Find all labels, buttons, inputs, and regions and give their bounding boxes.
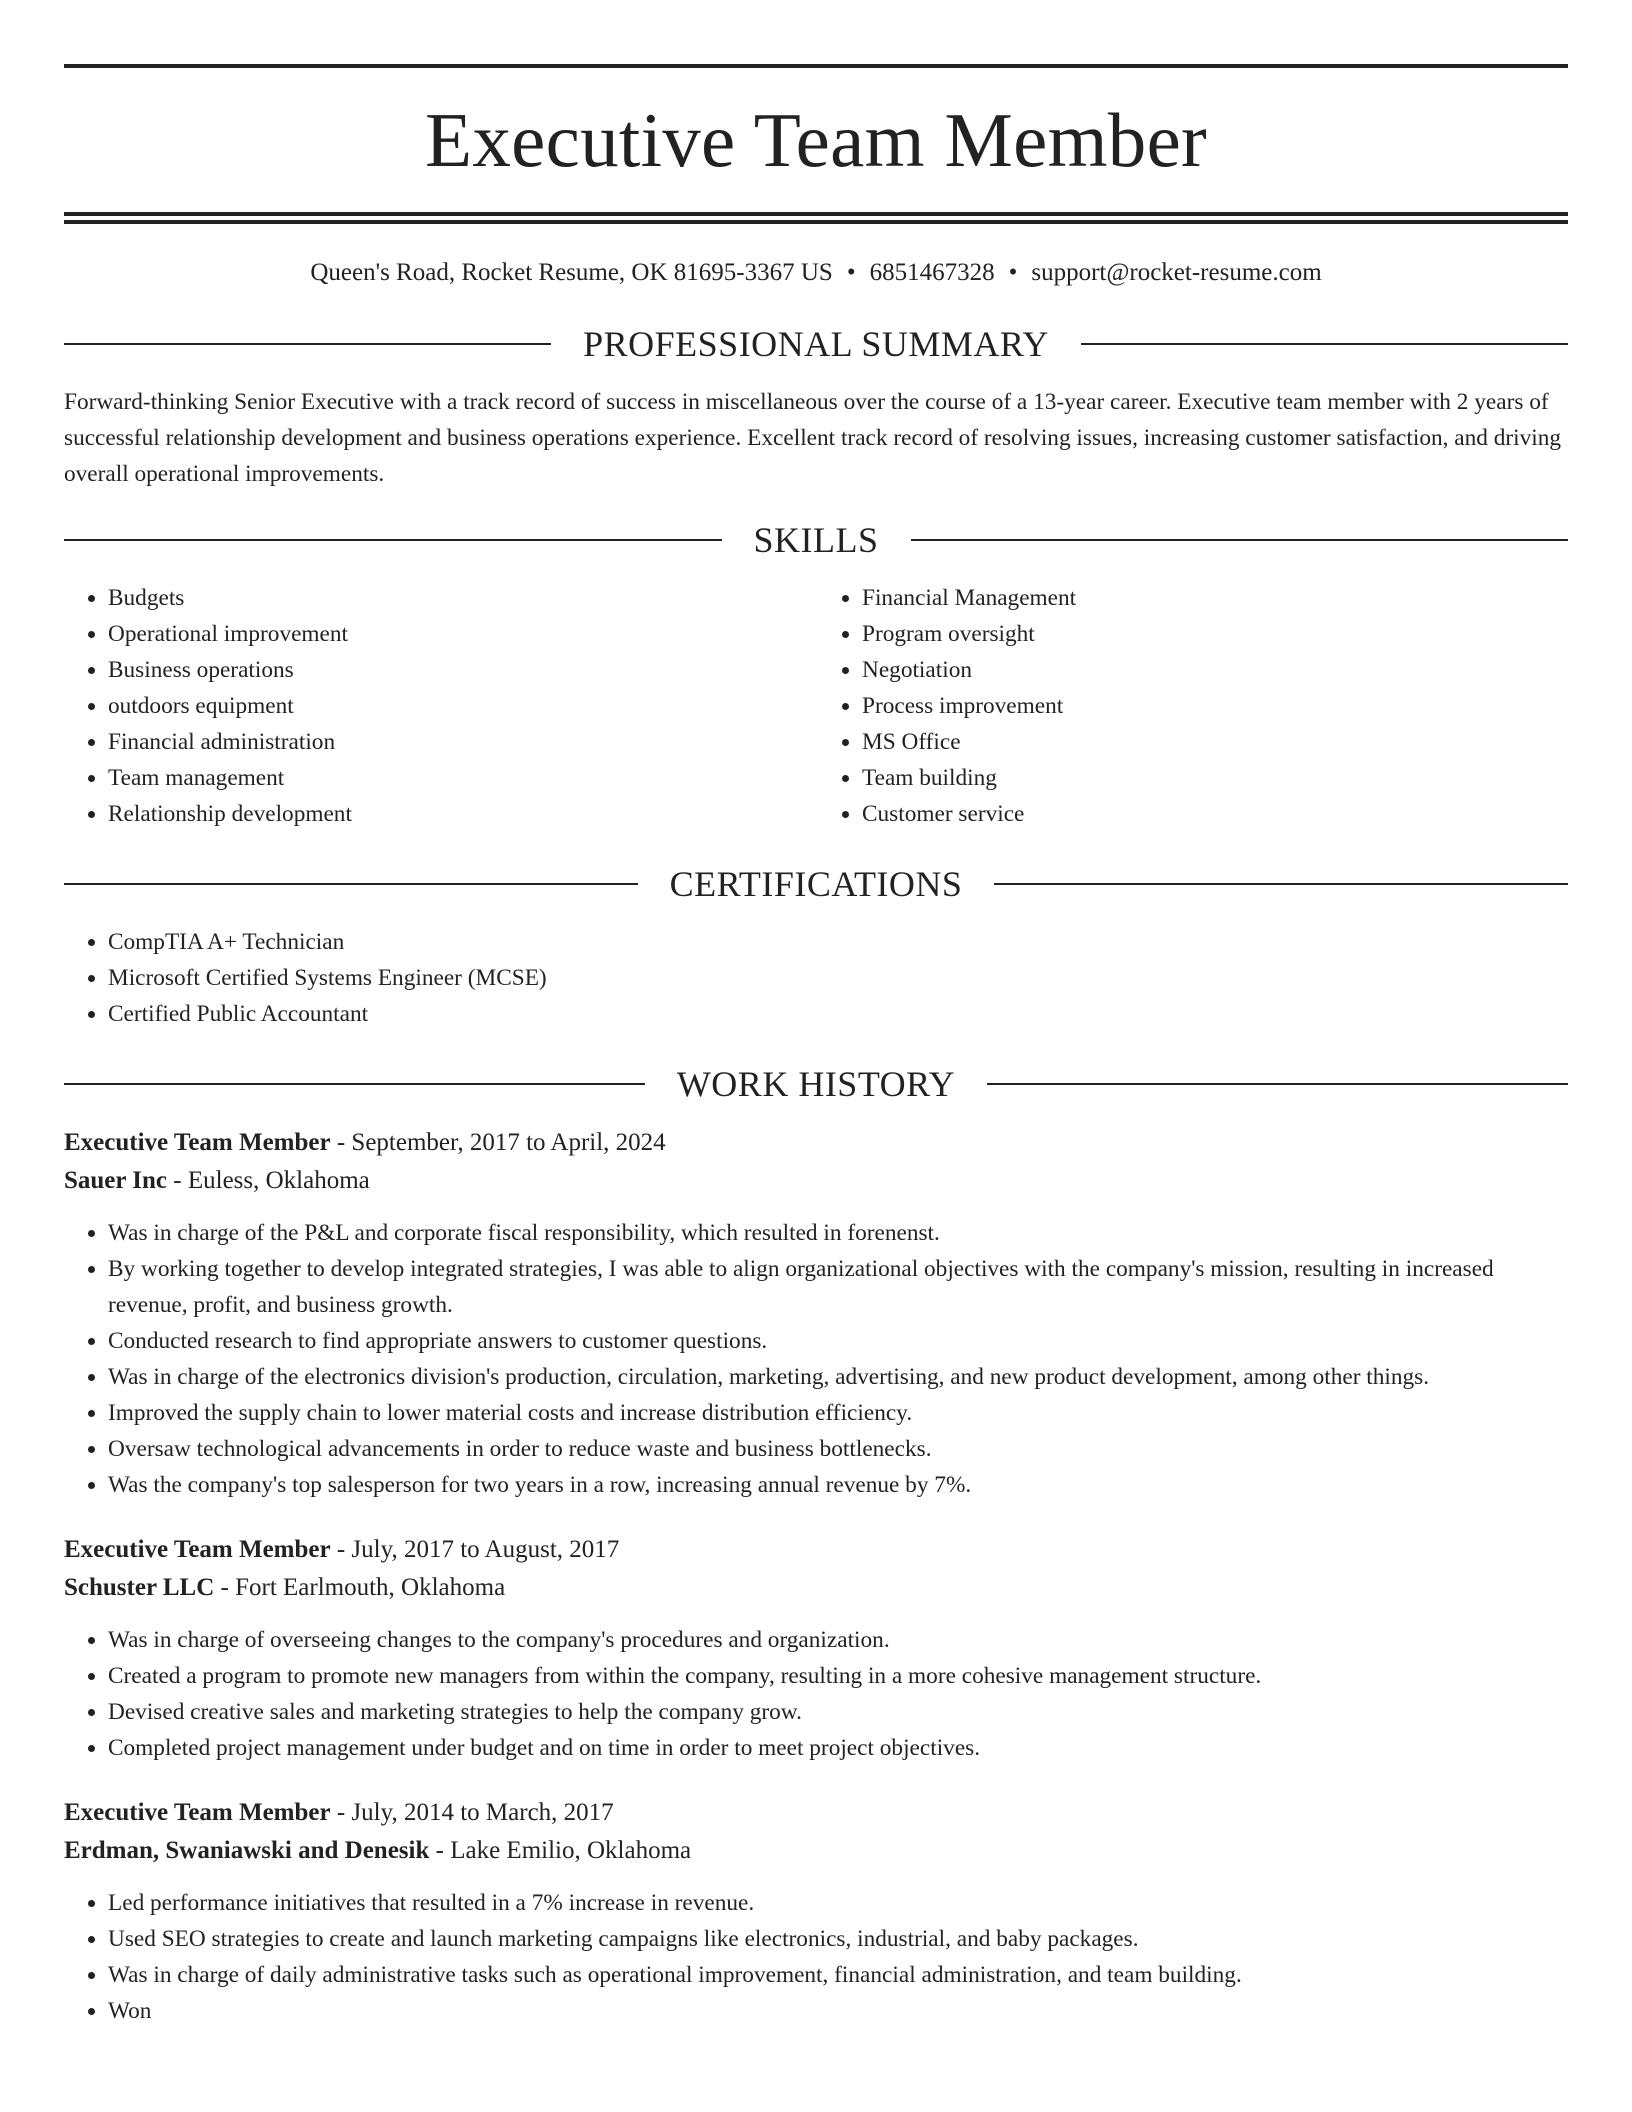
heading-rule bbox=[911, 539, 1569, 541]
job-title-line bbox=[64, 1124, 1568, 1162]
job-company-line bbox=[64, 1162, 1568, 1200]
skill-item: • Program oversight bbox=[862, 616, 1568, 652]
skill-item: • Negotiation bbox=[862, 652, 1568, 688]
job-bullet: • Used SEO strategies to create and launch marketing campaigns like electronics, industrial, and baby packages. bbox=[108, 1921, 1568, 1957]
job-bullets bbox=[64, 1622, 1568, 1766]
heading-rule bbox=[64, 1083, 645, 1085]
job-bullet: • Completed project management under budget and on time in order to meet project objectives. bbox=[108, 1730, 1568, 1766]
skill-item: • Relationship development bbox=[108, 796, 816, 832]
certifications-list-wrap bbox=[64, 924, 1568, 1032]
work-history-list bbox=[64, 1124, 1568, 2029]
skill-item: • Operational improvement bbox=[108, 616, 816, 652]
section-title: SKILLS bbox=[753, 520, 879, 560]
top-rule bbox=[64, 64, 1568, 68]
section-title: CERTIFICATIONS bbox=[669, 864, 963, 904]
certification-item: • Certified Public Accountant bbox=[108, 996, 1568, 1032]
job-entry bbox=[64, 1531, 1568, 1766]
job-entry bbox=[64, 1124, 1568, 1503]
section-heading-work-history bbox=[64, 1066, 1568, 1102]
skill-item: • Process improvement bbox=[862, 688, 1568, 724]
job-company-line bbox=[64, 1569, 1568, 1607]
contact-address: Queen's Road, Rocket Resume, OK 81695-3367 US bbox=[310, 259, 833, 286]
skill-item: • Financial Management bbox=[862, 580, 1568, 616]
job-bullet: • Conducted research to find appropriate answers to customer questions. bbox=[108, 1323, 1568, 1359]
job-location: - Lake Emilio, Oklahoma bbox=[429, 1837, 692, 1864]
contact-separator: • bbox=[846, 259, 856, 286]
contact-separator: • bbox=[1008, 259, 1018, 286]
skill-item: • Customer service bbox=[862, 796, 1568, 832]
job-company: Schuster LLC bbox=[64, 1574, 215, 1601]
job-bullets bbox=[64, 1885, 1568, 2029]
certification-item: • CompTIA A+ Technician bbox=[108, 924, 1568, 960]
job-bullets bbox=[64, 1215, 1568, 1503]
heading-rule bbox=[64, 539, 722, 541]
skills-column-left bbox=[64, 580, 816, 832]
job-title: Executive Team Member bbox=[64, 1799, 331, 1826]
skills-list-left bbox=[64, 580, 816, 832]
skill-item: • outdoors equipment bbox=[108, 688, 816, 724]
job-bullet: • Led performance initiatives that resulted in a 7% increase in revenue. bbox=[108, 1885, 1568, 1921]
skill-item: • Budgets bbox=[108, 580, 816, 616]
skills-grid bbox=[64, 580, 1568, 832]
job-bullet: • By working together to develop integrated strategies, I was able to align organizational objectives with the company's mission, resulting in increased revenue, profit, and business growth. bbox=[108, 1251, 1568, 1323]
job-bullet: • Was in charge of daily administrative tasks such as operational improvement, financial administration, and team building. bbox=[108, 1957, 1568, 1993]
job-bullet: • Created a program to promote new managers from within the company, resulting in a more cohesive management structure. bbox=[108, 1658, 1568, 1694]
heading-rule bbox=[994, 883, 1568, 885]
contact-phone: 6851467328 bbox=[869, 259, 995, 286]
job-location: - Euless, Oklahoma bbox=[167, 1167, 370, 1194]
skills-column-right bbox=[816, 580, 1568, 832]
section-title: PROFESSIONAL SUMMARY bbox=[583, 324, 1049, 364]
skill-item: • Financial administration bbox=[108, 724, 816, 760]
skill-item: • MS Office bbox=[862, 724, 1568, 760]
job-company: Sauer Inc bbox=[64, 1167, 168, 1194]
job-bullet: • Devised creative sales and marketing strategies to help the company grow. bbox=[108, 1694, 1568, 1730]
section-heading-certifications bbox=[64, 866, 1568, 902]
job-title: Executive Team Member bbox=[64, 1129, 331, 1156]
job-title-line bbox=[64, 1531, 1568, 1569]
job-company: Erdman, Swaniawski and Denesik bbox=[64, 1837, 430, 1864]
heading-rule bbox=[64, 883, 638, 885]
job-title: Executive Team Member bbox=[64, 1536, 331, 1563]
job-title-line bbox=[64, 1794, 1568, 1832]
job-company-line bbox=[64, 1832, 1568, 1870]
candidate-name: Executive Team Member bbox=[424, 97, 1207, 183]
job-location: - Fort Earlmouth, Oklahoma bbox=[214, 1574, 506, 1601]
section-heading-summary bbox=[64, 326, 1568, 362]
heading-rule bbox=[64, 343, 551, 345]
section-heading-skills bbox=[64, 522, 1568, 558]
contact-email: support@rocket-resume.com bbox=[1031, 259, 1322, 286]
section-title: WORK HISTORY bbox=[676, 1064, 956, 1104]
job-bullet: • Was in charge of the P&L and corporate fiscal responsibility, which resulted in forenenst. bbox=[108, 1215, 1568, 1251]
skill-item: • Business operations bbox=[108, 652, 816, 688]
job-dates: - July, 2017 to August, 2017 bbox=[330, 1536, 620, 1563]
job-bullet: • Oversaw technological advancements in order to reduce waste and business bottlenecks. bbox=[108, 1431, 1568, 1467]
job-dates: - September, 2017 to April, 2024 bbox=[330, 1129, 666, 1156]
job-entry bbox=[64, 1794, 1568, 2029]
heading-rule bbox=[1081, 343, 1568, 345]
skills-list-right bbox=[816, 580, 1568, 832]
heading-rule bbox=[987, 1083, 1568, 1085]
summary-text: Forward-thinking Senior Executive with a track record of success in miscellaneous over the course of a 13-year career. Executive team member with 2 years of successful relationship development and business operations experience. Excellent track record of resolving issues, increasing customer satisfaction, and driving overall operational improvements. bbox=[64, 389, 1562, 487]
job-bullet: • Improved the supply chain to lower material costs and increase distribution efficiency. bbox=[108, 1395, 1568, 1431]
job-bullet: • Was the company's top salesperson for two years in a row, increasing annual revenue by 7%. bbox=[108, 1467, 1568, 1503]
certification-item: • Microsoft Certified Systems Engineer (MCSE) bbox=[108, 960, 1568, 996]
job-bullet: • Was in charge of the electronics division's production, circulation, marketing, advertising, and new product development, among other things. bbox=[108, 1359, 1568, 1395]
job-bullet: • Won bbox=[108, 1993, 1568, 2029]
contact-line bbox=[64, 258, 1568, 288]
job-dates: - July, 2014 to March, 2017 bbox=[330, 1799, 614, 1826]
skill-item: • Team building bbox=[862, 760, 1568, 796]
double-rule bbox=[64, 212, 1568, 224]
certifications-list bbox=[64, 924, 1568, 1032]
skill-item: • Team management bbox=[108, 760, 816, 796]
job-bullet: • Was in charge of overseeing changes to the company's procedures and organization. bbox=[108, 1622, 1568, 1658]
